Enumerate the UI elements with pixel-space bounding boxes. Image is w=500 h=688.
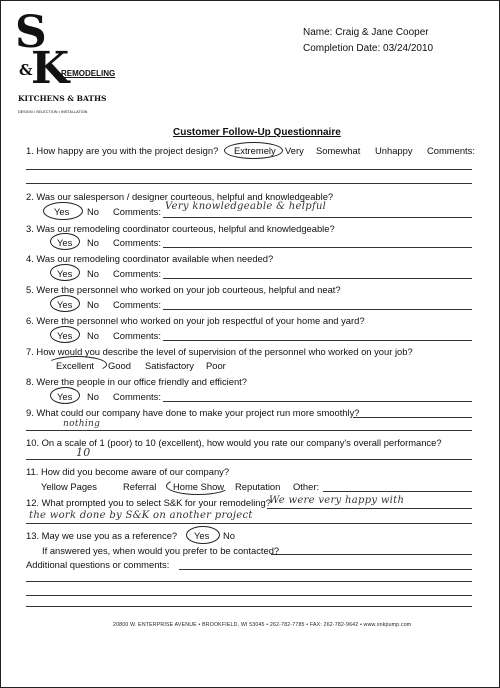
answer-line <box>323 491 472 492</box>
comments-label: Comments: <box>113 237 161 248</box>
option-very[interactable]: Very <box>285 145 304 156</box>
additional-comments-label: Additional questions or comments: <box>26 559 170 570</box>
customer-name: Name: Craig & Jane Cooper <box>303 27 429 38</box>
comments-label: Comments: <box>113 206 161 217</box>
handwritten-answer: We were very happy with <box>269 495 405 506</box>
option-no[interactable]: No <box>87 330 99 341</box>
completion-date: Completion Date: 03/24/2010 <box>303 43 434 54</box>
logo-tagline: KITCHENS & BATHS <box>18 94 107 103</box>
option-yes[interactable]: Yes <box>194 530 210 541</box>
logo-letter-k: K <box>31 43 70 94</box>
handwritten-answer: 10 <box>76 446 91 459</box>
option-unhappy[interactable]: Unhappy <box>375 145 413 156</box>
option-yes[interactable]: Yes <box>57 330 73 341</box>
answer-line <box>353 417 472 418</box>
option-home-show[interactable]: Home Show <box>173 481 225 492</box>
logo-services: DESIGN • SELECTION • INSTALLATION <box>18 110 88 114</box>
option-no[interactable]: No <box>223 530 235 541</box>
selection-circle <box>50 295 80 312</box>
question-text: 5. Were the personnel who worked on your job courteous, helpful and neat? <box>26 284 341 295</box>
answer-line <box>163 340 472 341</box>
answer-line <box>267 508 472 509</box>
question-text: 4. Was our remodeling coordinator available when needed? <box>26 253 274 264</box>
option-somewhat[interactable]: Somewhat <box>316 145 361 156</box>
selection-circle <box>43 202 83 220</box>
question-text: 12. What prompted you to select S&K for your remodeling? <box>26 497 271 508</box>
option-referral[interactable]: Referral <box>123 481 157 492</box>
question-text: 7. How would you describe the level of supervision of the personnel who worked on your job? <box>26 346 413 357</box>
option-poor[interactable]: Poor <box>206 360 226 371</box>
option-extremely[interactable]: Extremely <box>234 145 276 156</box>
selection-circle <box>166 477 230 495</box>
contact-preference-label: If answered yes, when would you prefer to be contacted? <box>42 545 280 556</box>
option-yes[interactable]: Yes <box>54 206 70 217</box>
company-address-footer: 20800 W. ENTERPRISE AVENUE • BROOKFIELD, WI 53045 • 262-782-7785 • FAX: 262-782-9642 • www.snkpump.com <box>113 622 412 628</box>
answer-line <box>26 581 472 582</box>
answer-line <box>26 183 472 184</box>
answer-line <box>26 595 472 596</box>
logo-letter-s: S <box>15 7 47 58</box>
option-yes[interactable]: Yes <box>57 299 73 310</box>
answer-line <box>271 554 472 555</box>
answer-line <box>26 430 472 431</box>
comments-label: Comments: <box>113 330 161 341</box>
logo-ampersand: & <box>19 61 33 79</box>
handwritten-answer: Very knowledgeable & helpful <box>165 201 327 212</box>
option-yellow-pages[interactable]: Yellow Pages <box>41 481 97 492</box>
answer-line <box>163 401 472 402</box>
selection-circle <box>50 264 80 281</box>
handwritten-answer: nothing <box>63 419 101 429</box>
question-text: 1. How happy are you with the project design? <box>26 145 219 156</box>
selection-circle <box>50 326 80 343</box>
option-yes[interactable]: Yes <box>57 268 73 279</box>
answer-line <box>163 217 472 218</box>
comments-label: Comments: <box>113 268 161 279</box>
answer-line <box>26 459 472 460</box>
question-text: 13. May we use you as a reference? <box>26 530 178 541</box>
question-text: 10. On a scale of 1 (poor) to 10 (excellent), how would you rate our company's overall performance? <box>26 437 442 448</box>
option-no[interactable]: No <box>87 237 99 248</box>
selection-circle <box>224 142 283 159</box>
answer-line <box>163 278 472 279</box>
comments-label: Comments: <box>113 391 161 402</box>
selection-circle <box>186 526 220 544</box>
option-other[interactable]: Other: <box>293 481 320 492</box>
option-yes[interactable]: Yes <box>57 237 73 248</box>
comments-label: Comments: <box>113 299 161 310</box>
question-text: 6. Were the personnel who worked on your job respectful of your home and yard? <box>26 315 365 326</box>
answer-line <box>163 247 472 248</box>
question-text: 2. Was our salesperson / designer courteous, helpful and knowledgeable? <box>26 191 334 202</box>
question-text: 9. What could our company have done to make your project run more smoothly? <box>26 407 360 418</box>
option-yes[interactable]: Yes <box>57 391 73 402</box>
selection-circle <box>50 387 80 404</box>
page-title: Customer Follow-Up Questionnaire <box>173 127 341 138</box>
option-no[interactable]: No <box>87 206 99 217</box>
question-text: 11. How did you become aware of our company? <box>26 466 230 477</box>
question-text: 3. Was our remodeling coordinator courteous, helpful and knowledgeable? <box>26 223 335 234</box>
option-good[interactable]: Good <box>108 360 131 371</box>
option-reputation[interactable]: Reputation <box>235 481 281 492</box>
option-no[interactable]: No <box>87 268 99 279</box>
option-excellent[interactable]: Excellent <box>56 360 95 371</box>
answer-line <box>179 569 472 570</box>
comments-label: Comments: <box>427 145 475 156</box>
selection-circle <box>50 233 80 250</box>
option-no[interactable]: No <box>87 299 99 310</box>
logo-brand: REMODELING <box>61 69 116 78</box>
answer-line <box>163 309 472 310</box>
answer-line <box>26 169 472 170</box>
handwritten-answer-continued: the work done by S&K on another project <box>29 510 253 521</box>
option-no[interactable]: No <box>87 391 99 402</box>
selection-circle <box>47 356 107 373</box>
answer-line <box>26 606 472 607</box>
question-text: 8. Were the people in our office friendly and efficient? <box>26 376 247 387</box>
answer-line <box>26 523 472 524</box>
option-satisfactory[interactable]: Satisfactory <box>145 360 194 371</box>
